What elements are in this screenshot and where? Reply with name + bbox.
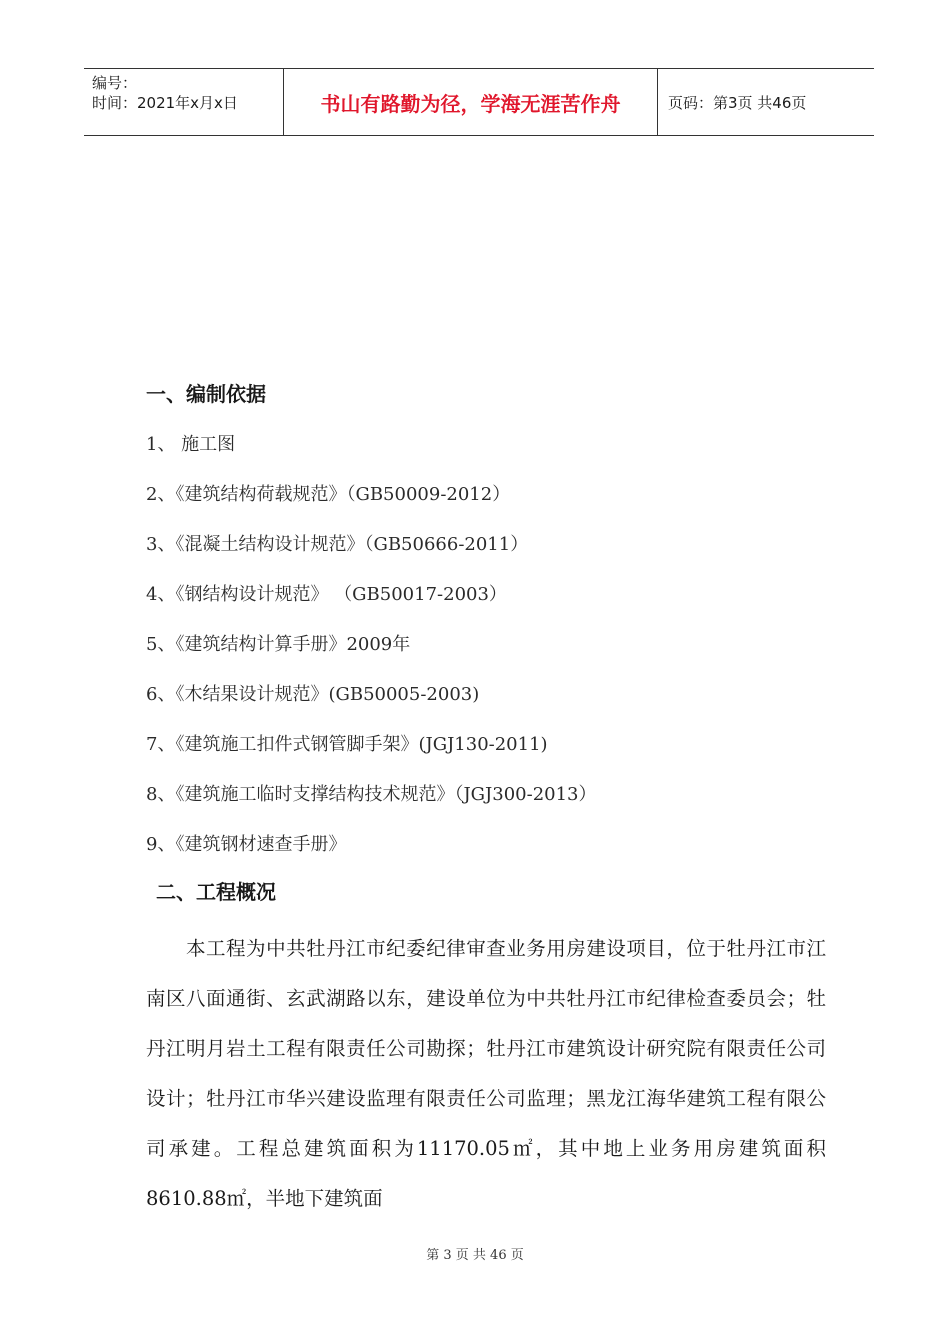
header-page-info: 页码：第3页 共46页 [668, 93, 807, 112]
header-meta [84, 69, 284, 135]
page-footer: 第 3 页 共 46 页 [426, 1248, 524, 1263]
header-motto: 书山有路勤为径，学海无涯苦作舟 [284, 69, 658, 135]
section-heading-basis: 一、编制依据 [146, 382, 266, 406]
reference-item: 3、《混凝土结构设计规范》（GB50666-2011） [146, 534, 529, 555]
reference-item: 5、《建筑结构计算手册》2009年 [146, 634, 411, 655]
reference-item: 9、《建筑钢材速查手册》 [146, 834, 347, 855]
document-body [146, 372, 826, 1224]
reference-item: 7、《建筑施工扣件式钢管脚手架》(JGJ130-2011) [146, 734, 548, 755]
time-label: 时间：2021年x月x日 [92, 94, 238, 112]
page-header [84, 68, 874, 136]
reference-item: 6、《木结果设计规范》(GB50005-2003) [146, 684, 480, 705]
reference-item: 8、《建筑施工临时支撑结构技术规范》（JGJ300-2013） [146, 784, 597, 805]
number-label: 编号： [92, 74, 138, 92]
overview-paragraph: 本工程为中共牡丹江市纪委纪律审查业务用房建设项目，位于牡丹江市江南区八面通街、玄武湖路以东，建设单位为中共牡丹江市纪律检查委员会；牡丹江明月岩土工程有限责任公司勘探；牡丹江市建筑设计研究院有限责任公司设计；牡丹江市华兴建设监理有限责任公司监理；黑龙江海华建筑工程有限公司承建。工程总建筑面积为11170.05㎡，其中地上业务用房建筑面积8610.88㎡，半地下建筑面 [146, 937, 826, 1210]
reference-item: 4、《钢结构设计规范》 （GB50017-2003） [146, 584, 507, 605]
reference-item: 1、 施工图 [146, 434, 236, 455]
reference-item: 2、《建筑结构荷载规范》（GB50009-2012） [146, 484, 511, 505]
section-heading-overview: 二、工程概况 [156, 880, 276, 904]
